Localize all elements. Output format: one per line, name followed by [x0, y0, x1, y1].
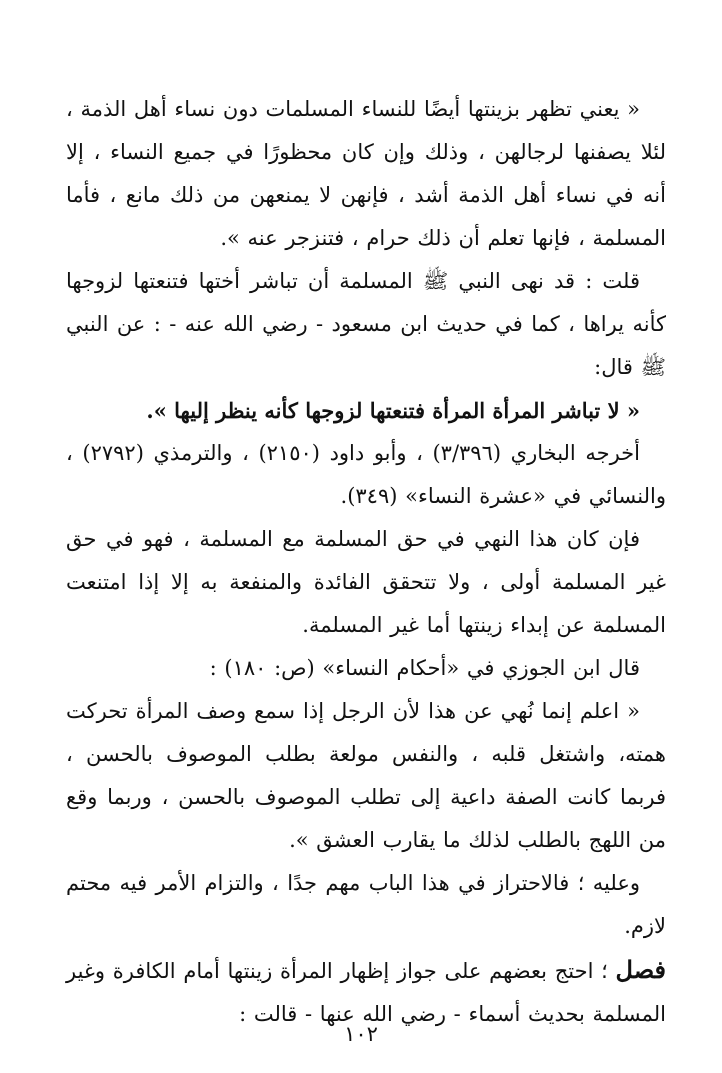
reasoning-paragraph: فإن كان هذا النهي في حق المسلمة مع المسلمة ، فهو في حق غير المسلمة أولى ، ولا تتحقق الفائدة والمنفعة به إلا إذا امتنعت المسلمة عن إبداء زينتها أما غير المسلمة. [66, 527, 666, 637]
conclusion-paragraph: وعليه ؛ فالاحتراز في هذا الباب مهم جدًا ، والتزام الأمر فيه محتم لازم. [66, 871, 666, 938]
section-text: ؛ احتج بعضهم على جواز إظهار المرأة زينتها أمام الكافرة وغير المسلمة بحديث أسماء - رضي الله عنها - قالت : [66, 959, 666, 1026]
commentary-paragraph: قلت : قد نهى النبي ﷺ المسلمة أن تباشر أختها فتنعتها لزوجها كأنه يراها ، كما في حديث ابن مسعود - رضي الله عنه - : عن النبي ﷺ قال: [66, 269, 666, 379]
page-number: ١٠٢ [344, 1022, 378, 1046]
section-label: فصل [615, 955, 666, 984]
source-intro-paragraph: قال ابن الجوزي في «أحكام النساء» (ص: ١٨٠) : [209, 656, 640, 680]
page-body [66, 88, 666, 1036]
quote-paragraph: « يعني تظهر بزينتها أيضًا للنساء المسلمات دون نساء أهل الذمة ، لئلا يصفنها لرجالهن ، وذلك وإن كان محظورًا في جميع النساء ، إلا أنه في نساء أهل الذمة أشد ، فإنهن لا يمنعهن من ذلك مانع ، فأما المسلمة ، فإنها تعلم أن ذلك حرام ، فتنزجر عنه ». [66, 97, 666, 250]
ibn-jawzi-quote-paragraph: « اعلم إنما نُهي عن هذا لأن الرجل إذا سمع وصف المرأة تحركت همته، واشتغل قلبه ، والنفس مولعة بطلب الموصوف بالحسن ، فربما كانت الصفة داعية إلى تطلب الموصوف بالحسن ، وربما وقع من اللهج بالطلب لذلك ما يقارب العشق ». [66, 699, 666, 852]
hadith-text: « لا تباشر المرأة المرأة فتنعتها لزوجها كأنه ينظر إليها ». [146, 398, 640, 423]
citation-paragraph: أخرجه البخاري (٣/٣٩٦) ، وأبو داود (٢١٥٠) ، والترمذي (٢٧٩٢) ، والنسائي في «عشرة النساء» (٣٤٩). [66, 441, 666, 508]
